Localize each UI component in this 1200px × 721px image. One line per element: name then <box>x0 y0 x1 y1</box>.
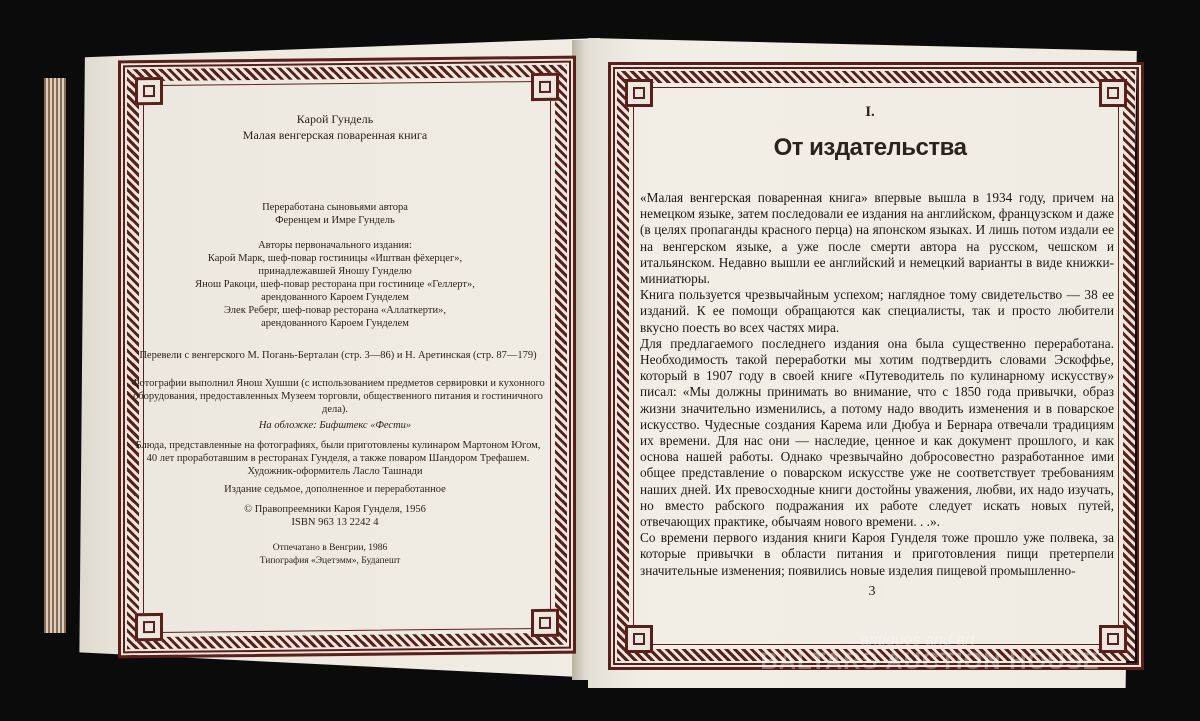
watermark-logo-text: BALTARS AUCTION HOUSE <box>760 648 1100 675</box>
copyright-line: © Правопреемники Кароя Гунделя, 1956 <box>244 504 426 515</box>
edition-line: Издание седьмое, дополненное и переработанное <box>224 484 446 495</box>
printed-line: Отпечатано в Венгрии, 1986 <box>272 543 388 553</box>
corner-ornament <box>135 77 163 105</box>
photos-line-3: дела). <box>321 404 349 415</box>
orig-author-line: принадлежавшей Яношу Гунделю <box>258 266 412 277</box>
book-author: Карой Гундель <box>296 112 374 126</box>
revised-line-2: Ференцем и Имре Гундель <box>275 215 395 226</box>
revised-line-1: Переработана сыновьями автора <box>262 202 408 213</box>
corner-ornament <box>531 73 559 101</box>
book-title: Малая венгерская поваренная книга <box>242 128 428 142</box>
cover-line: На обложке: Бифштекс «Фести» <box>258 420 412 431</box>
body-paragraph: Для предлагаемого последнего издания она была существенно переработана. Необходимость такой переработки мы хотим подтвердить словами Эскоффье, который в 1907 году в своей книге «Путеводитель по кулинарному искусству» писал: «Мы должны принимать во внимание, что с 1850 года привычки, образ жизни значительно изменились, а потому надо вводить изменения и в поварское искусство. Чудесные создания Карема или Дюбуа и Бернара отвечали традициям их времени. Для нас они — наследие, ценное и как документ прошлого, и как основа нашей работы. Однако чрезвычайно добросовестно разработанное ими общее представление о поварском искусстве уже не соответствует требованиям наших дней. Их превосходные книги достойны уважения, любви, их надо изучать, но вместо рабского подражания их работе следует искать новых путей, отвечающих практике, обычаям нового времени. . .». <box>640 335 1114 530</box>
dishes-line-1: Блюда, представленные на фотографиях, были приготовлены кулинаром Мартоном Югом, <box>135 440 541 451</box>
body-paragraph: Книга пользуется чрезвычайным успехом; наглядное тому свидетельство — 38 ее изданий. К ее помощи обращаются как специалисты, так и просто любители вкусно поесть во всех частях мира. <box>640 287 1114 335</box>
corner-ornament <box>1099 79 1127 107</box>
page-edges <box>44 78 66 633</box>
corner-ornament <box>135 613 163 641</box>
right-page-body <box>640 190 1114 579</box>
body-paragraph: «Малая венгерская поваренная книга» впервые вышла в 1934 году, причем на немецком языке, затем последовали ее издания на английском, французском и даже (в целях пропаганды красного перца) на японском языках. И лишь потом издали ее на венгерском языке, а уже после смерти автора на русском, чешском и итальянском. Недавно вышли ее английский и немецкий варианты в виде книжки-миниатюры. <box>640 190 1114 287</box>
corner-ornament <box>625 625 653 653</box>
body-paragraph: Со времени первого издания книги Кароя Гунделя тоже прошло уже полвека, за которые привычки в области питания и приготовления пищи претерпели значительные изменения; появились новые изделия пищевой промышленно- <box>640 530 1114 578</box>
typography-line: Типография «Эцетэмм», Будапешт <box>259 556 401 566</box>
chapter-number: I. <box>865 104 875 120</box>
orig-author-line: Янош Ракоци, шеф-повар ресторана при гостинице «Геллерт», <box>195 279 475 290</box>
page-number: 3 <box>860 584 884 600</box>
watermark-tagline: antiques and art <box>860 632 975 649</box>
chapter-heading: От издательства <box>773 134 967 161</box>
corner-ornament <box>531 609 559 637</box>
orig-author-line: Элек Реберг, шеф-повар ресторана «Аллаткерти», <box>224 305 446 316</box>
orig-authors-heading: Авторы первоначального издания: <box>258 240 412 251</box>
orig-author-line: арендованного Кароем Гунделем <box>261 318 409 329</box>
orig-author-line: Карой Марк, шеф-повар гостиницы «Иштван фёхерцег», <box>207 253 463 264</box>
dishes-line-2: 40 лет проработавшим в ресторанах Гунделя, а также поваром Шандором Трефашем. <box>146 453 530 464</box>
photos-line-1: Фотографии выполнил Янош Хушши (с использованием предметов сервировки и кухонного <box>131 378 545 389</box>
photos-line-2: оборудования, предоставленных Музеем торговли, общественного питания и гостиничного <box>133 391 543 402</box>
artist-line: Художник-оформитель Ласло Ташнади <box>247 466 423 477</box>
corner-ornament <box>625 79 653 107</box>
translators-line: Перевели с венгерского М. Погань-Берталан (стр. 3—86) и Н. Аретинская (стр. 87—179) <box>139 350 537 361</box>
isbn-line: ISBN 963 13 2242 4 <box>291 517 379 528</box>
orig-author-line: арендованного Кароем Гунделем <box>261 292 409 303</box>
